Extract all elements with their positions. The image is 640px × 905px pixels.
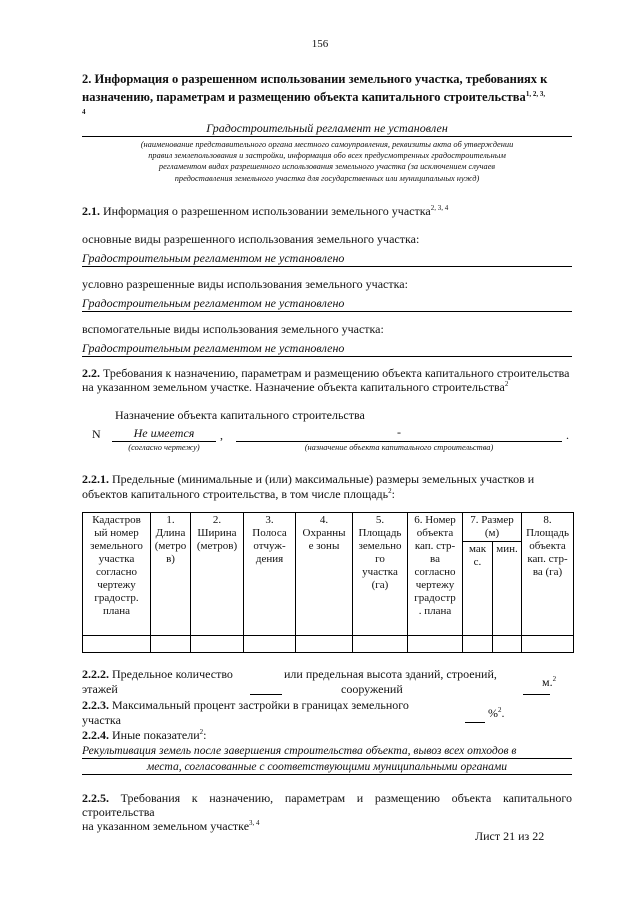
purpose-caption: (назначение объекта капитального строительства) <box>304 443 494 452</box>
header-size-max: мак с. <box>463 542 493 636</box>
section-2-2-2-structures: сооружений <box>341 682 403 696</box>
section-2-2-2-floors: этажей <box>82 682 118 696</box>
heading-footnote-refs: 1, 2, 3, <box>525 90 546 98</box>
conditional-uses-label: условно разрешенные виды использования земельного участка: <box>82 277 408 291</box>
regulation-note <box>82 139 572 184</box>
footnote-ref: 2 <box>504 380 509 388</box>
section-number: 2.2.2. <box>82 667 109 681</box>
page-number: 156 <box>311 38 329 50</box>
section-2-2-5-paragraph <box>82 791 572 833</box>
section-number: 2.2. <box>82 366 100 380</box>
section-text-cont: объектов капитального строительства, в том числе площадь <box>82 487 389 501</box>
section-number: 2.2.5. <box>82 791 109 805</box>
section-2-2-2-text2: или предельная высота зданий, строений, <box>284 667 497 681</box>
header-size-min: мин. <box>493 542 522 636</box>
regulation-note-line: правил землепользования и застройки, информация обо всех предусмотренных градостроительным <box>148 151 506 161</box>
section-text: Предельное количество <box>109 667 233 681</box>
main-uses-label: основные виды разрешенного использования земельного участка: <box>82 232 420 246</box>
section-number: 2.2.1. <box>82 472 109 486</box>
auxiliary-uses-value: Градостроительным регламентом не установлено <box>82 341 345 355</box>
section-number: 2.2.3. <box>82 698 109 712</box>
drawing-caption: (согласно чертежу) <box>128 443 200 452</box>
period: . <box>566 428 569 442</box>
regulation-note-line: (наименование представительного органа местного самоуправления, реквизиты акта об утверждении <box>140 140 514 149</box>
other-indicators-line1: Рекультивация земель после завершения строительства объекта, вывоз всех отходов в <box>82 744 517 757</box>
section-2-heading-text: 2. Информация о разрешенном использовании земельного участка, требованиях к назначению, параметрам и размещению объекта капитального строительства <box>82 72 548 105</box>
section-2-1-heading <box>82 204 448 219</box>
other-indicators-line2: места, согласованные с соответствующими муниципальными органами <box>146 760 508 773</box>
land-parameters-table <box>82 512 574 653</box>
section-title: Информация о разрешенном использовании земельного участка <box>100 204 431 218</box>
section-2-2-1-paragraph <box>82 472 572 502</box>
other-indicators-underline1 <box>82 758 572 759</box>
section-text: Иные показатели <box>109 728 200 742</box>
header-cadastral-number: Кадастров ый номер земельного участка согласно чертежу градостр. плана <box>83 513 151 636</box>
section-text-cont: на указанном земельном участке <box>82 819 250 833</box>
height-value-line <box>523 694 550 695</box>
auxiliary-uses-underline <box>82 356 572 357</box>
other-indicators-underline2 <box>82 774 572 775</box>
section-2-2-paragraph <box>82 366 572 394</box>
footnote-ref: 2 <box>199 728 204 736</box>
regulation-note-line: предоставления земельного участка для государственных или муниципальных нужд) <box>174 173 480 183</box>
comma: , <box>220 428 223 442</box>
header-alienation-strip: 3. Полоса отчуж- дения <box>244 513 296 636</box>
section-2-2-3-line2: участка <box>82 713 121 727</box>
drawing-number-value: Не имеется <box>133 426 195 440</box>
drawing-number-underline <box>112 441 216 442</box>
header-protection-zones: 4. Охранны е зоны <box>296 513 353 636</box>
footnote-ref: 2, 3, 4 <box>430 204 449 212</box>
regulation-underline <box>82 136 572 137</box>
footnote-ref: 2 <box>388 487 392 495</box>
purpose-label: Назначение объекта капитального строительства <box>115 408 365 422</box>
main-uses-underline <box>82 266 572 267</box>
unit-m: м.$^2$ <box>542 675 557 689</box>
heading-footnote-refs-cont: 4 <box>82 108 86 117</box>
colon: : <box>391 487 395 501</box>
section-text: Требования к назначению, параметрам и размещению объекта капитального строительства <box>82 791 572 819</box>
header-length: 1. Длина (метро в) <box>151 513 191 636</box>
section-number: 2.2.4. <box>82 728 109 742</box>
main-uses-value: Градостроительным регламентом не установлено <box>82 251 345 265</box>
section-2-2-2-line1 <box>82 667 233 682</box>
conditional-uses-value: Градостроительным регламентом не установлено <box>82 296 345 310</box>
header-width: 2. Ширина (метров) <box>191 513 244 636</box>
section-text: Требования к назначению, параметрам и размещению объекта капитального строительства <box>100 366 570 380</box>
section-2-2-3-line1 <box>82 698 409 713</box>
n-label: N <box>92 427 101 441</box>
section-number: 2.1. <box>82 204 100 218</box>
purpose-underline <box>236 441 562 442</box>
header-object-area: 8. Площадь объекта кап. стр- ва (га) <box>522 513 574 636</box>
section-text: Максимальный процент застройки в границах земельного <box>109 698 409 712</box>
section-2-heading <box>82 72 572 123</box>
percent-value-line <box>465 722 485 723</box>
footnote-ref: 3, 4 <box>249 819 260 827</box>
header-size: 7. Размер (м) <box>463 513 522 542</box>
purpose-value: - <box>397 425 401 439</box>
sheet-counter: Лист 21 из 22 <box>475 829 545 843</box>
table-row <box>83 636 574 653</box>
percent-sign: %$^2$. <box>488 706 505 720</box>
floors-value-line <box>250 694 282 695</box>
section-text: Предельные (минимальные и (или) максимальные) размеры земельных участков и <box>109 472 535 486</box>
conditional-uses-underline <box>82 311 572 312</box>
regulation-note-line: регламентом видах разрешенного использования земельного участка (за исключением случаев <box>158 162 496 172</box>
header-plot-area: 5. Площадь земельно го участка (га) <box>353 513 408 636</box>
section-2-2-4-heading: 2.2.4. Иные показатели$^2$: <box>82 728 207 742</box>
section-text-cont: на указанном земельном участке. Назначение объекта капитального строительства <box>82 380 505 394</box>
auxiliary-uses-label: вспомогательные виды использования земельного участка: <box>82 322 384 336</box>
regulation-value: Градостроительный регламент не установлен <box>206 121 448 135</box>
header-object-number: 6. Номер объекта кап. стр- ва согласно чертежу градостр . плана <box>408 513 463 636</box>
